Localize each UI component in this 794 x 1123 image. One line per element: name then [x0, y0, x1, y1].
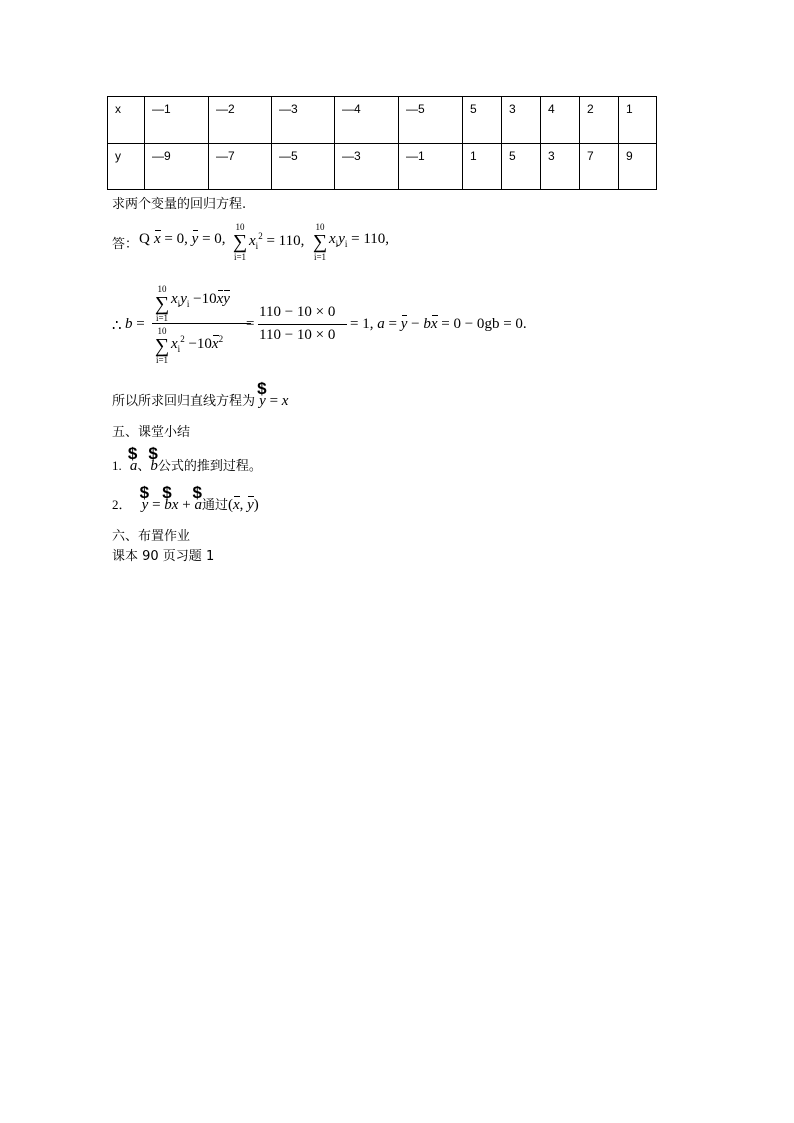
summary-item-1: 1. $ a、$ b公式的推到过程。: [112, 455, 262, 475]
table-cell: —4: [335, 97, 399, 144]
table-cell: 1: [619, 97, 657, 144]
table-cell: 3: [541, 143, 580, 190]
den-sum-lower: i=1: [155, 355, 169, 365]
conclusion-line: 所以所求回归直线方程为 $ y = x: [112, 390, 288, 410]
numerator-expr: $x_iy_i -10xy$: [171, 291, 230, 309]
b-var: b =: [125, 316, 145, 332]
item-2-number: 2．: [112, 497, 132, 512]
table-cell: 9: [619, 143, 657, 190]
conclusion-text: 所以所求回归直线方程为: [112, 394, 256, 409]
item-1-number: 1.: [112, 458, 122, 473]
mean-values: x = 0, y = 0,: [154, 231, 226, 247]
den-sum-upper: 10: [157, 326, 167, 336]
table-row: [108, 143, 657, 190]
sigma-icon: ∑: [154, 293, 170, 315]
fraction-bar: [152, 323, 251, 324]
sum-xx-expr: $x_i^2 = 110$,: [249, 231, 305, 251]
denominator-expr: $x_i^2 -10x^2$: [171, 334, 224, 354]
table-cell: —9: [145, 143, 209, 190]
table-cell: —1: [399, 143, 463, 190]
therefore-symbol: ∴: [112, 318, 122, 334]
num-sum: [154, 284, 170, 323]
b-value: 1: [362, 316, 370, 332]
table-cell: —7: [209, 143, 272, 190]
section-5-heading: 五、课堂小结: [112, 425, 191, 440]
a-glyph: g: [484, 316, 492, 332]
sum-2-upper: 10: [315, 222, 325, 232]
table-cell: —3: [335, 143, 399, 190]
a-eval: 0 − 0: [453, 316, 485, 332]
table-cell: 2: [580, 97, 619, 144]
num-sum-lower: i=1: [155, 313, 169, 323]
den-sum: [154, 326, 170, 365]
because-symbol: Q: [139, 231, 150, 247]
table-body: [108, 97, 657, 190]
sigma-icon: ∑: [154, 335, 170, 357]
table-cell: —3: [272, 97, 335, 144]
b-eval-denominator: 110 − 10 × 0: [259, 327, 336, 343]
sum-xy-expr: $x_iy_i = 110$,: [329, 231, 390, 249]
b-result: = 1, a = y − bx = 0 − 0gb = 0.: [350, 316, 527, 332]
table-cell: —2: [209, 97, 272, 144]
sum-xx-value: 110: [278, 233, 301, 249]
table-cell: 3: [502, 97, 541, 144]
b-eval-numerator: 110 − 10 × 0: [259, 304, 336, 320]
row-label: x: [108, 97, 145, 144]
table-cell: 7: [580, 143, 619, 190]
b-formula: ∴ b = 10 ∑ i=1 $x_iy_i -10xy$ 10 ∑ i=1 $x_i^2 -10x^2$ = 110 − 10 × 0 110 − 10 × 0 = 1, a = y − bx = 0 − 0gb = 0.: [112, 284, 527, 365]
a-tail: b = 0.: [491, 316, 527, 332]
data-table: [107, 96, 657, 190]
table-cell: —5: [399, 97, 463, 144]
numerator-coef: 10: [201, 291, 217, 307]
question-text: 求两个变量的回归方程.: [112, 197, 247, 212]
sigma-icon: ∑: [312, 231, 328, 253]
table-cell: —1: [145, 97, 209, 144]
table-cell: —5: [272, 143, 335, 190]
fraction-bar: [258, 324, 347, 325]
sum-1-lower: i=1: [233, 252, 247, 262]
item-1-text: 公式的推到过程。: [157, 459, 262, 474]
table-cell: 4: [541, 97, 580, 144]
item-1-separator: 、: [137, 459, 151, 474]
homework-text: 课本 90 页习题 1: [112, 549, 215, 564]
sum-2-lower: i=1: [313, 252, 327, 262]
table-row: [108, 97, 657, 144]
table-cell: 5: [463, 97, 502, 144]
sum-1-upper: 10: [235, 222, 245, 232]
table-cell: 5: [502, 143, 541, 190]
answer-label: 答：: [112, 237, 139, 252]
item-2-text: 通过: [201, 498, 228, 513]
sum-1: [232, 222, 248, 262]
table-cell: 1: [463, 143, 502, 190]
section-6-heading: 六、布置作业: [112, 529, 191, 544]
num-sum-upper: 10: [157, 284, 167, 294]
sum-2: [312, 222, 328, 262]
sigma-icon: ∑: [232, 231, 248, 253]
row-label: y: [108, 143, 145, 190]
sum-xy-value: 110: [363, 231, 386, 247]
summary-item-2: 2． $ y = $ bx + $ a通过(x, y): [112, 494, 259, 514]
